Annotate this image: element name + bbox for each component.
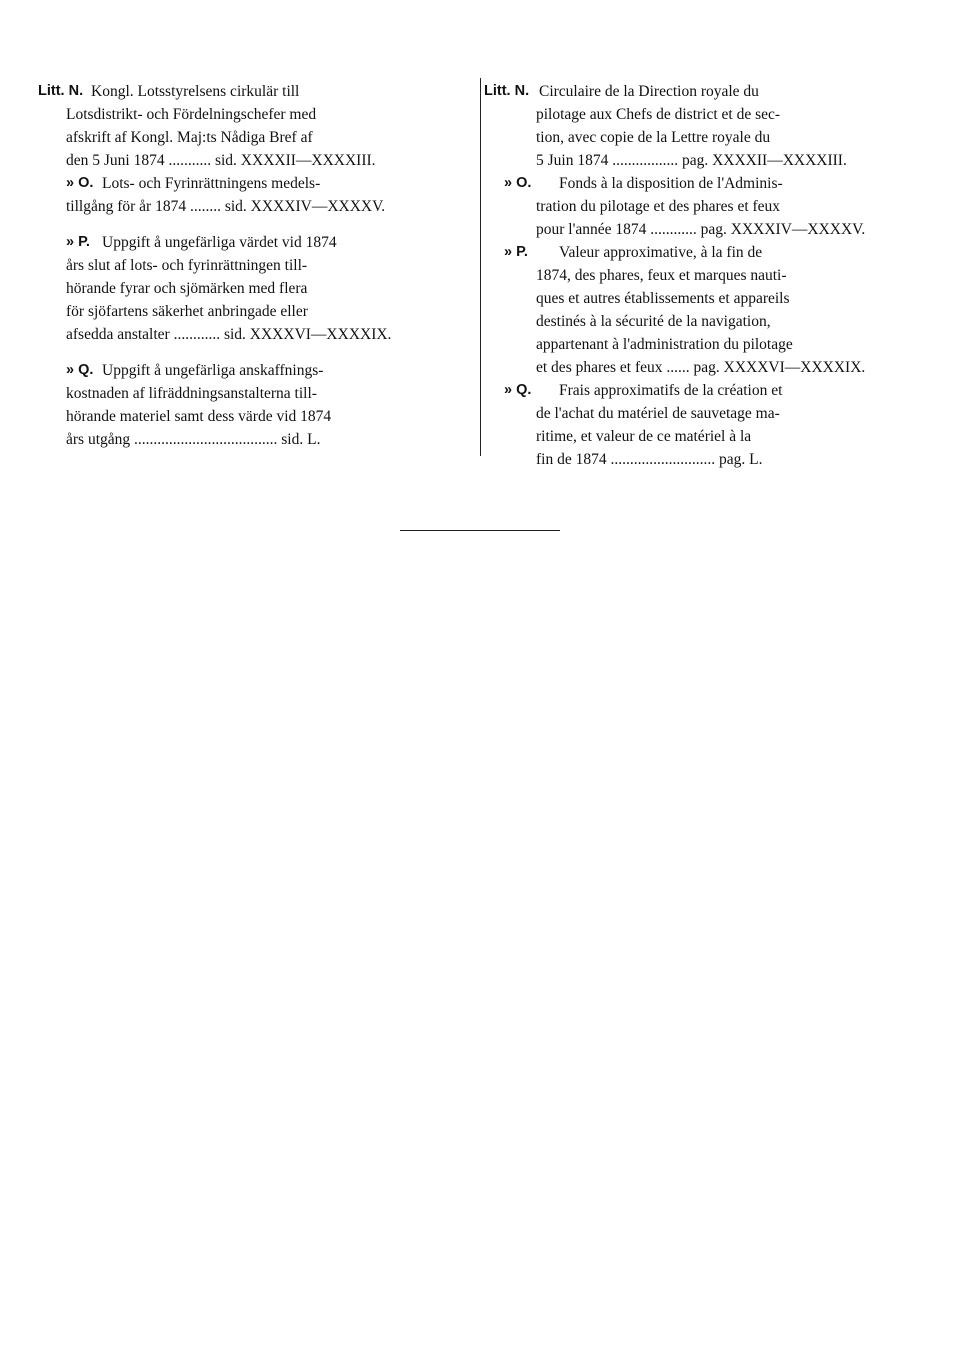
entry-text: afsedda anstalter ............ sid. XXXXVI—XXXXIX. — [66, 326, 392, 343]
entry-text: ques et autres établissements et appareils — [536, 290, 790, 307]
entry-line — [484, 103, 944, 126]
entry-text: ritime, et valeur de ce matériel à la — [536, 428, 752, 445]
swedish-column — [38, 80, 478, 451]
entry-line — [484, 425, 944, 448]
entry-line — [38, 277, 478, 300]
entry-q-fr — [484, 379, 944, 471]
entry-text: Lots- och Fyrinrättningens medels- — [102, 175, 321, 192]
entry-text: destinés à la sécurité de la navigation, — [536, 313, 771, 330]
entry-text: hörande fyrar och sjömärken med flera — [66, 280, 308, 297]
entry-line — [484, 356, 944, 379]
entry-n-fr — [484, 80, 944, 172]
entry-letter: » O. — [66, 175, 94, 191]
entry-text: Fonds à la disposition de l'Adminis- — [559, 175, 783, 192]
entry-line — [38, 382, 478, 405]
entry-text: 5 Juin 1874 ................. pag. XXXXII—XXXXIII. — [536, 152, 847, 169]
entry-text: Uppgift å ungefärliga värdet vid 1874 — [102, 234, 337, 251]
entry-line — [484, 149, 944, 172]
entry-p-fr — [484, 241, 944, 379]
entry-text: hörande materiel samt dess värde vid 1874 — [66, 408, 332, 425]
entry-line — [38, 149, 478, 172]
entry-q-sv — [38, 359, 478, 451]
entry-line — [38, 428, 478, 451]
entry-text: pour l'année 1874 ............ pag. XXXXIV—XXXXV. — [536, 221, 866, 238]
entry-text: kostnaden af lifräddningsanstalterna till- — [66, 385, 317, 402]
entry-o-fr — [484, 172, 944, 241]
entry-line — [484, 333, 944, 356]
entry-text: appartenant à l'administration du pilotage — [536, 336, 793, 353]
entry-text: Valeur approximative, à la fin de — [559, 244, 763, 261]
column-divider — [480, 78, 481, 456]
entry-line — [484, 172, 944, 195]
entry-line — [484, 241, 944, 264]
entry-line — [38, 172, 478, 195]
entry-text: Lotsdistrikt- och Fördelningschefer med — [66, 106, 317, 123]
entry-letter: » Q. — [504, 382, 532, 398]
entry-line — [484, 218, 944, 241]
entry-text: Uppgift å ungefärliga anskaffnings- — [102, 362, 324, 379]
entry-text: pilotage aux Chefs de district et de sec- — [536, 106, 781, 123]
entry-line — [38, 80, 478, 103]
entry-letter: » P. — [504, 244, 528, 260]
entry-text: Kongl. Lotsstyrelsens cirkulär till — [91, 83, 300, 100]
entry-text: et des phares et feux ...... pag. XXXXVI—XXXXIX. — [536, 359, 866, 376]
entry-line — [38, 126, 478, 149]
entry-text: tillgång för år 1874 ........ sid. XXXXIV—XXXXV. — [66, 198, 386, 215]
entry-text: års slut af lots- och fyrinrättningen till- — [66, 257, 308, 274]
entry-text: tion, avec copie de la Lettre royale du — [536, 129, 771, 146]
entry-line — [484, 195, 944, 218]
entry-line — [484, 80, 944, 103]
entry-line — [484, 264, 944, 287]
entry-line — [484, 402, 944, 425]
entry-text: tration du pilotage et des phares et feux — [536, 198, 781, 215]
entry-line — [484, 287, 944, 310]
entry-letter: Litt. N. — [484, 83, 530, 99]
entry-text: afskrift af Kongl. Maj:ts Nådiga Bref af — [66, 129, 313, 146]
entry-line — [38, 359, 478, 382]
entry-line — [38, 254, 478, 277]
entry-line — [38, 405, 478, 428]
entry-letter: Litt. N. — [38, 83, 84, 99]
entry-text: för sjöfartens säkerhet anbringade eller — [66, 303, 308, 320]
entry-line — [484, 310, 944, 333]
entry-text: fin de 1874 ........................... pag. L. — [536, 451, 763, 468]
entry-text: 1874, des phares, feux et marques nauti- — [536, 267, 787, 284]
french-column — [484, 80, 944, 471]
entry-text: års utgång ..................................... sid. L. — [66, 431, 321, 448]
entry-line — [38, 231, 478, 254]
entry-p-sv — [38, 231, 478, 346]
entry-text: den 5 Juni 1874 ........... sid. XXXXII—XXXXIII. — [66, 152, 376, 169]
entry-line — [38, 323, 478, 346]
entry-line — [484, 379, 944, 402]
entry-line — [38, 300, 478, 323]
entry-line — [484, 126, 944, 149]
section-end-rule — [400, 530, 560, 531]
entry-o-sv — [38, 172, 478, 218]
entry-text: Circulaire de la Direction royale du — [539, 83, 759, 100]
entry-letter: » O. — [504, 175, 532, 191]
entry-letter: » P. — [66, 234, 90, 250]
entry-line — [38, 103, 478, 126]
entry-line — [38, 195, 478, 218]
entry-text: Frais approximatifs de la création et — [559, 382, 783, 399]
entry-line — [484, 448, 944, 471]
entry-letter: » Q. — [66, 362, 94, 378]
entry-text: de l'achat du matériel de sauvetage ma- — [536, 405, 780, 422]
entry-n-sv — [38, 80, 478, 172]
